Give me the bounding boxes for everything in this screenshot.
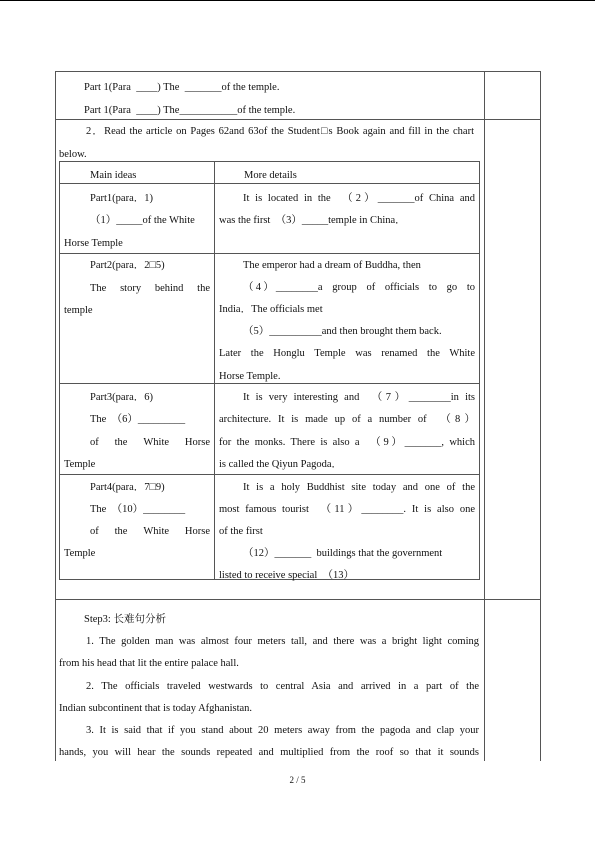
row-divider-1 [55, 119, 541, 120]
part1-line-2: Part 1(Para ____) The___________of the temple. [84, 105, 296, 116]
row4-main-line-2: The （10）________ [90, 504, 186, 515]
row4-main-line-4: Temple [64, 548, 96, 559]
row3-detail-line-1: It is very interesting and （7）________in its [243, 392, 475, 403]
row1-main-line-3: Horse Temple [64, 238, 123, 249]
row4-detail-line-3: of the first [219, 526, 263, 537]
chart-header-divider [59, 183, 480, 184]
row1-main-line-2: （1）_____of the White [90, 215, 195, 226]
sentence3-line-1: 3. It is said that if you stand about 20 meters away from the pagoda and clap your [86, 725, 479, 736]
sentence1-line-2: from his head that lit the entire palace hall. [59, 658, 239, 669]
page-number: 2 / 5 [289, 775, 306, 785]
sentence2-line-2: Indian subcontinent that is today Afghanistan. [59, 703, 253, 714]
sentence3-line-2: hands, you will hear the sounds repeated and multiplied from the roof so that it sounds [59, 747, 479, 758]
instruction-line-2: below. [59, 149, 87, 160]
row4-detail-line-5: listed to receive special （13） [219, 570, 354, 581]
row2-detail-line-3: India．The officials met [219, 304, 323, 315]
row4-detail-line-1: It is a holy Buddhist site today and one of the [243, 482, 475, 493]
row2-main-line-2: The story behind the [90, 283, 210, 294]
row2-main-line-3: temple [64, 305, 93, 316]
chart-row-divider-3 [59, 474, 480, 475]
step3-title: Step3: 长难句分析 [84, 614, 166, 625]
row4-detail-line-2: most famous tourist （11）________. It is also one [219, 504, 475, 515]
page-top-rule [0, 0, 595, 1]
chart-column-divider [214, 161, 215, 580]
row4-main-line-1: Part4(para．7□9) [90, 482, 165, 493]
right-column-divider [484, 71, 485, 761]
part1-line-1: Part 1(Para ____) The _______of the temple. [84, 82, 280, 93]
row2-detail-line-6: Horse Temple. [219, 371, 281, 382]
row3-detail-line-4: is called the Qiyun Pagoda． [219, 459, 343, 470]
row-divider-2 [55, 599, 541, 600]
header-more-details: More details [244, 170, 297, 181]
row3-main-line-2: The （6）_________ [90, 414, 186, 425]
row3-main-line-4: Temple [64, 459, 96, 470]
row4-main-line-3: of the White Horse [90, 526, 210, 537]
row1-detail-line-1: It is located in the （2）_______of China and [243, 193, 475, 204]
sentence2-line-1: 2. The officials traveled westwards to central Asia and arrived in a part of the [86, 681, 479, 692]
header-main-ideas: Main ideas [90, 170, 137, 181]
row4-detail-line-4: （12）_______ buildings that the government [243, 548, 443, 559]
row2-detail-line-2: （4）________a group of officials to go to [243, 282, 475, 293]
row3-main-line-3: of the White Horse [90, 437, 210, 448]
sentence1-line-1: 1. The golden man was almost four meters tall, and there was a bright light coming [86, 636, 479, 647]
row2-detail-line-1: The emperor had a dream of Buddha, then [243, 260, 421, 271]
row3-detail-line-2: architecture. It is made up of a number of （8） [219, 414, 475, 425]
row3-detail-line-3: for the monks. There is also a （9）_______, which [219, 437, 475, 448]
row3-main-line-1: Part3(para．6) [90, 392, 153, 403]
row1-main-line-1: Part1(para．1) [90, 193, 153, 204]
row2-main-line-1: Part2(para．2□5) [90, 260, 165, 271]
chart-row-divider-1 [59, 253, 480, 254]
instruction-line-1: 2．Read the article on Pages 62and 63of the Student□s Book again and fill in the chart [86, 126, 474, 137]
row2-detail-line-5: Later the Honglu Temple was renamed the White [219, 348, 475, 359]
row2-detail-line-4: （5）__________and then brought them back. [243, 326, 442, 337]
row1-detail-line-2: was the first （3）_____temple in China． [219, 215, 406, 226]
